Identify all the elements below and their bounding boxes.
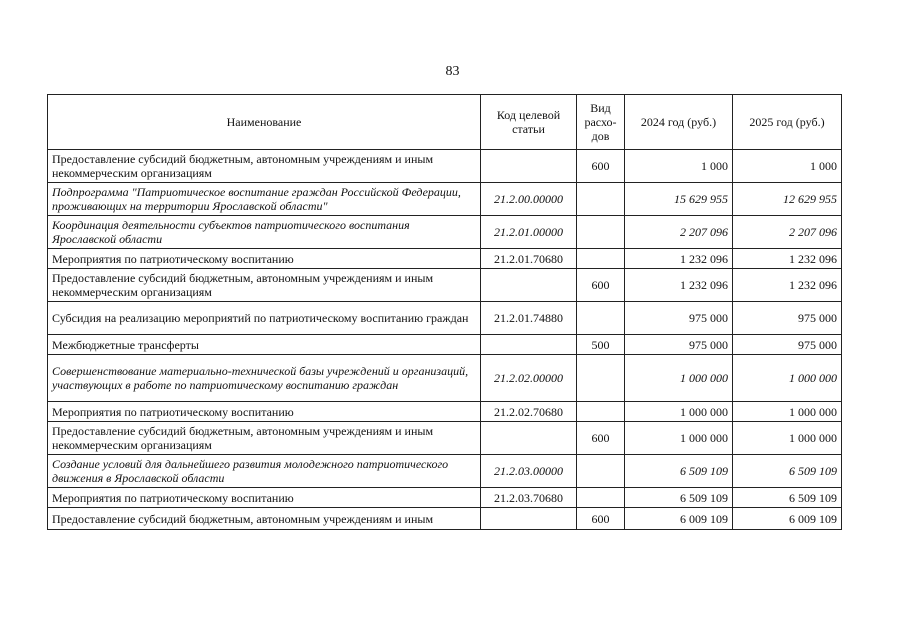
cell-2025: 1 000 000	[733, 402, 842, 422]
cell-kind: 600	[577, 269, 625, 302]
cell-2025: 1 232 096	[733, 249, 842, 269]
cell-2024: 975 000	[625, 335, 733, 355]
cell-2024: 1 000 000	[625, 355, 733, 402]
table-row	[48, 488, 842, 508]
cell-kind	[577, 402, 625, 422]
table-row	[48, 508, 842, 530]
cell-code: 21.2.02.70680	[481, 402, 577, 422]
cell-name: Предоставление субсидий бюджетным, автономным учреждениям и иным	[48, 508, 481, 530]
table-row	[48, 269, 842, 302]
table-row	[48, 302, 842, 335]
table-row	[48, 249, 842, 269]
cell-name: Предоставление субсидий бюджетным, автономным учреждениям и иным некоммерческим организациям	[48, 269, 481, 302]
table-row	[48, 216, 842, 249]
cell-code	[481, 422, 577, 455]
cell-kind	[577, 488, 625, 508]
cell-2025: 1 000 000	[733, 422, 842, 455]
cell-name: Координация деятельности субъектов патриотического воспитания Ярославской области	[48, 216, 481, 249]
cell-name: Межбюджетные трансферты	[48, 335, 481, 355]
cell-name: Подпрограмма "Патриотическое воспитание граждан Российской Федерации, проживающих на территории Ярославской области"	[48, 183, 481, 216]
cell-kind: 500	[577, 335, 625, 355]
cell-kind	[577, 183, 625, 216]
column-header-name: Наименование	[48, 95, 481, 150]
table-header-row	[48, 95, 842, 150]
cell-code: 21.2.01.74880	[481, 302, 577, 335]
table-row	[48, 355, 842, 402]
cell-code: 21.2.01.00000	[481, 216, 577, 249]
cell-name: Совершенствование материально-технической базы учреждений и организаций, участвующих в работе по патриотическому воспитанию граждан	[48, 355, 481, 402]
cell-code: 21.2.00.00000	[481, 183, 577, 216]
cell-kind: 600	[577, 508, 625, 530]
table-row	[48, 422, 842, 455]
cell-2024: 6 509 109	[625, 455, 733, 488]
cell-kind	[577, 302, 625, 335]
cell-code: 21.2.03.00000	[481, 455, 577, 488]
cell-2025: 6 009 109	[733, 508, 842, 530]
cell-2024: 6 009 109	[625, 508, 733, 530]
budget-table	[47, 94, 842, 530]
cell-2025: 2 207 096	[733, 216, 842, 249]
column-header-code: Код целевой статьи	[481, 95, 577, 150]
cell-code: 21.2.03.70680	[481, 488, 577, 508]
cell-code: 21.2.02.00000	[481, 355, 577, 402]
cell-kind	[577, 249, 625, 269]
table-row	[48, 455, 842, 488]
cell-2024: 975 000	[625, 302, 733, 335]
cell-kind	[577, 455, 625, 488]
cell-2025: 975 000	[733, 302, 842, 335]
page-number: 83	[445, 64, 460, 79]
cell-name: Создание условий для дальнейшего развития молодежного патриотического движения в Ярославской области	[48, 455, 481, 488]
cell-2025: 12 629 955	[733, 183, 842, 216]
cell-2024: 1 000	[625, 150, 733, 183]
cell-name: Предоставление субсидий бюджетным, автономным учреждениям и иным некоммерческим организациям	[48, 150, 481, 183]
column-header-kind: Вид расхо- дов	[577, 95, 625, 150]
cell-kind: 600	[577, 150, 625, 183]
cell-code: 21.2.01.70680	[481, 249, 577, 269]
cell-2025: 1 000	[733, 150, 842, 183]
cell-2025: 975 000	[733, 335, 842, 355]
column-header-2024: 2024 год (руб.)	[625, 95, 733, 150]
cell-code	[481, 335, 577, 355]
cell-2025: 6 509 109	[733, 488, 842, 508]
cell-name: Мероприятия по патриотическому воспитанию	[48, 488, 481, 508]
cell-name: Предоставление субсидий бюджетным, автономным учреждениям и иным некоммерческим организациям	[48, 422, 481, 455]
cell-2024: 15 629 955	[625, 183, 733, 216]
table-row	[48, 335, 842, 355]
cell-2024: 1 000 000	[625, 402, 733, 422]
cell-2025: 6 509 109	[733, 455, 842, 488]
cell-kind: 600	[577, 422, 625, 455]
cell-2024: 2 207 096	[625, 216, 733, 249]
cell-code	[481, 269, 577, 302]
cell-name: Мероприятия по патриотическому воспитанию	[48, 249, 481, 269]
cell-2025: 1 232 096	[733, 269, 842, 302]
cell-2025: 1 000 000	[733, 355, 842, 402]
column-header-2025: 2025 год (руб.)	[733, 95, 842, 150]
cell-kind	[577, 355, 625, 402]
cell-code	[481, 508, 577, 530]
cell-code	[481, 150, 577, 183]
table-row	[48, 183, 842, 216]
cell-2024: 1 232 096	[625, 269, 733, 302]
cell-kind	[577, 216, 625, 249]
cell-name: Субсидия на реализацию мероприятий по патриотическому воспитанию граждан	[48, 302, 481, 335]
table-row	[48, 150, 842, 183]
cell-2024: 1 000 000	[625, 422, 733, 455]
cell-name: Мероприятия по патриотическому воспитанию	[48, 402, 481, 422]
cell-2024: 1 232 096	[625, 249, 733, 269]
cell-2024: 6 509 109	[625, 488, 733, 508]
table-row	[48, 402, 842, 422]
